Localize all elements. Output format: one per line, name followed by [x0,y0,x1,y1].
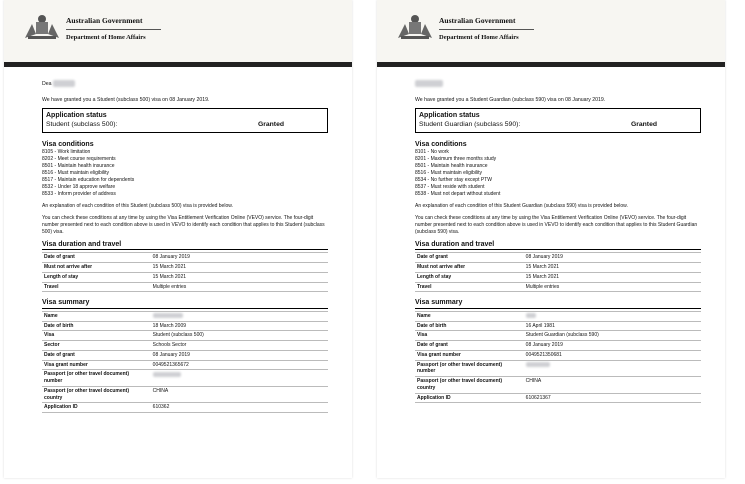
table-row: Passport (or other travel document) number [42,370,328,387]
addressee: Dea [42,80,328,88]
condition-item: 8105 - Work limitation [42,148,91,155]
status-visa-label: Student (subclass 500): [46,121,118,129]
letter-header [4,0,352,62]
condition-item: 8538 - Must not depart without student [415,190,501,197]
table-row: Travel Multiple entries [42,282,328,292]
condition-item: 8534 - No further stay except PTW [415,176,492,183]
condition-item: 8501 - Maintain health insurance [415,162,488,169]
summary-heading: Visa summary [42,298,328,308]
government-title: Australian Government [439,16,516,25]
duration-heading: Visa duration and travel [42,240,328,250]
condition-item: 8532 - Under 18 approve welfare [42,183,116,190]
vevo-text: You can check these conditions at any time by using the Visa Entitlement Verification Online (VEVO) service. The four-digit number presented next to each condition above is used in VEVO to identify each condition that applies to this Student (subclass 500) visa. [42,214,325,235]
status-heading: Application status [46,111,107,119]
condition-item: 8201 - Maximum three months study [415,155,497,162]
condition-item: 8516 - Must maintain eligibility [415,169,482,176]
table-row: Date of grant 08 January 2019 [42,350,328,360]
table-row: Visa Student Guardian (subclass 590) [415,331,701,341]
application-status-box [415,108,701,133]
application-status-box [42,108,328,133]
redaction [153,372,181,377]
duration-table [42,252,328,292]
status-value: Granted [630,121,657,129]
table-row: Visa grant number 0049521350681 [415,350,701,360]
condition-item: 8533 - Inform provider of address [42,190,116,197]
conditions-heading: Visa conditions [42,140,94,148]
redaction [415,80,443,87]
table-row: Date of grant 08 January 2019 [42,253,328,263]
explanation-text: An explanation of each condition of this Student Guardian (subclass 590) visa is provided below. [415,202,628,209]
redaction [526,362,550,367]
conditions-list [42,149,328,198]
table-row: Must not arrive after 15 March 2021 [42,263,328,273]
table-row: Visa grant number 0049521365672 [42,360,328,370]
duration-table [415,252,701,292]
header-bar [4,62,352,67]
table-row: Date of birth 16 April 1981 [415,321,701,331]
table-row: Application ID 610362 [42,403,328,413]
table-row: Name [42,311,328,321]
conditions-list [415,149,701,198]
redaction [153,313,183,318]
header-divider [66,29,161,30]
duration-heading: Visa duration and travel [415,240,701,250]
intro-text: We have granted you a Student (subclass 500) visa on 08 January 2019. [42,96,210,103]
table-row: Date of grant 08 January 2019 [415,253,701,263]
letter-header [377,0,725,62]
visa-grant-letter-guardian [377,0,725,478]
coat-of-arms-icon [22,12,62,42]
vevo-text: You can check these conditions at any time by using the Visa Entitlement Verification Online (VEVO) service. The four-digit number presented next to each condition above is used in VEVO to identify each condition that applies to this Student Guardian (subclass 590) visa. [415,214,698,235]
addressee [415,80,701,88]
visa-grant-letter-student [4,0,352,478]
table-row: Passport (or other travel document) number [415,360,701,377]
condition-item: 8517 - Maintain education for dependents [42,176,135,183]
redaction [53,80,75,87]
redaction [526,313,536,318]
status-value: Granted [257,121,284,129]
condition-item: 8501 - Maintain health insurance [42,162,115,169]
status-heading: Application status [419,111,480,119]
condition-item: 8537 - Must reside with student [415,183,485,190]
table-row: Date of birth 18 March 2009 [42,321,328,331]
table-row: Sector Schools Sector [42,341,328,351]
explanation-text: An explanation of each condition of this Student (subclass 500) visa is provided below. [42,202,233,209]
conditions-heading: Visa conditions [415,140,467,148]
department-title: Department of Home Affairs [66,34,146,41]
table-row: Date of grant 08 January 2019 [415,341,701,351]
government-title: Australian Government [66,16,143,25]
table-row: Name [415,311,701,321]
condition-item: 8101 - No work [415,148,449,155]
table-row: Visa Student (subclass 500) [42,331,328,341]
table-row: Travel Multiple entries [415,282,701,292]
table-row: Application ID 610621367 [415,393,701,403]
condition-item: 8516 - Must maintain eligibility [42,169,109,176]
header-divider [439,29,534,30]
coat-of-arms-icon [395,12,435,42]
header-bar [377,62,725,67]
table-row: Length of stay 15 March 2021 [415,272,701,282]
table-row: Length of stay 15 March 2021 [42,272,328,282]
table-row: Passport (or other travel document) country CHINA [415,377,701,394]
condition-item: 8202 - Meet course requirements [42,155,116,162]
table-row: Must not arrive after 15 March 2021 [415,263,701,273]
summary-table [415,311,701,404]
summary-heading: Visa summary [415,298,701,308]
summary-table [42,311,328,413]
department-title: Department of Home Affairs [439,34,519,41]
intro-text: We have granted you a Student Guardian (subclass 590) visa on 08 January 2019. [415,96,606,103]
status-visa-label: Student Guardian (subclass 590): [419,121,521,129]
table-row: Passport (or other travel document) country CHINA [42,386,328,403]
